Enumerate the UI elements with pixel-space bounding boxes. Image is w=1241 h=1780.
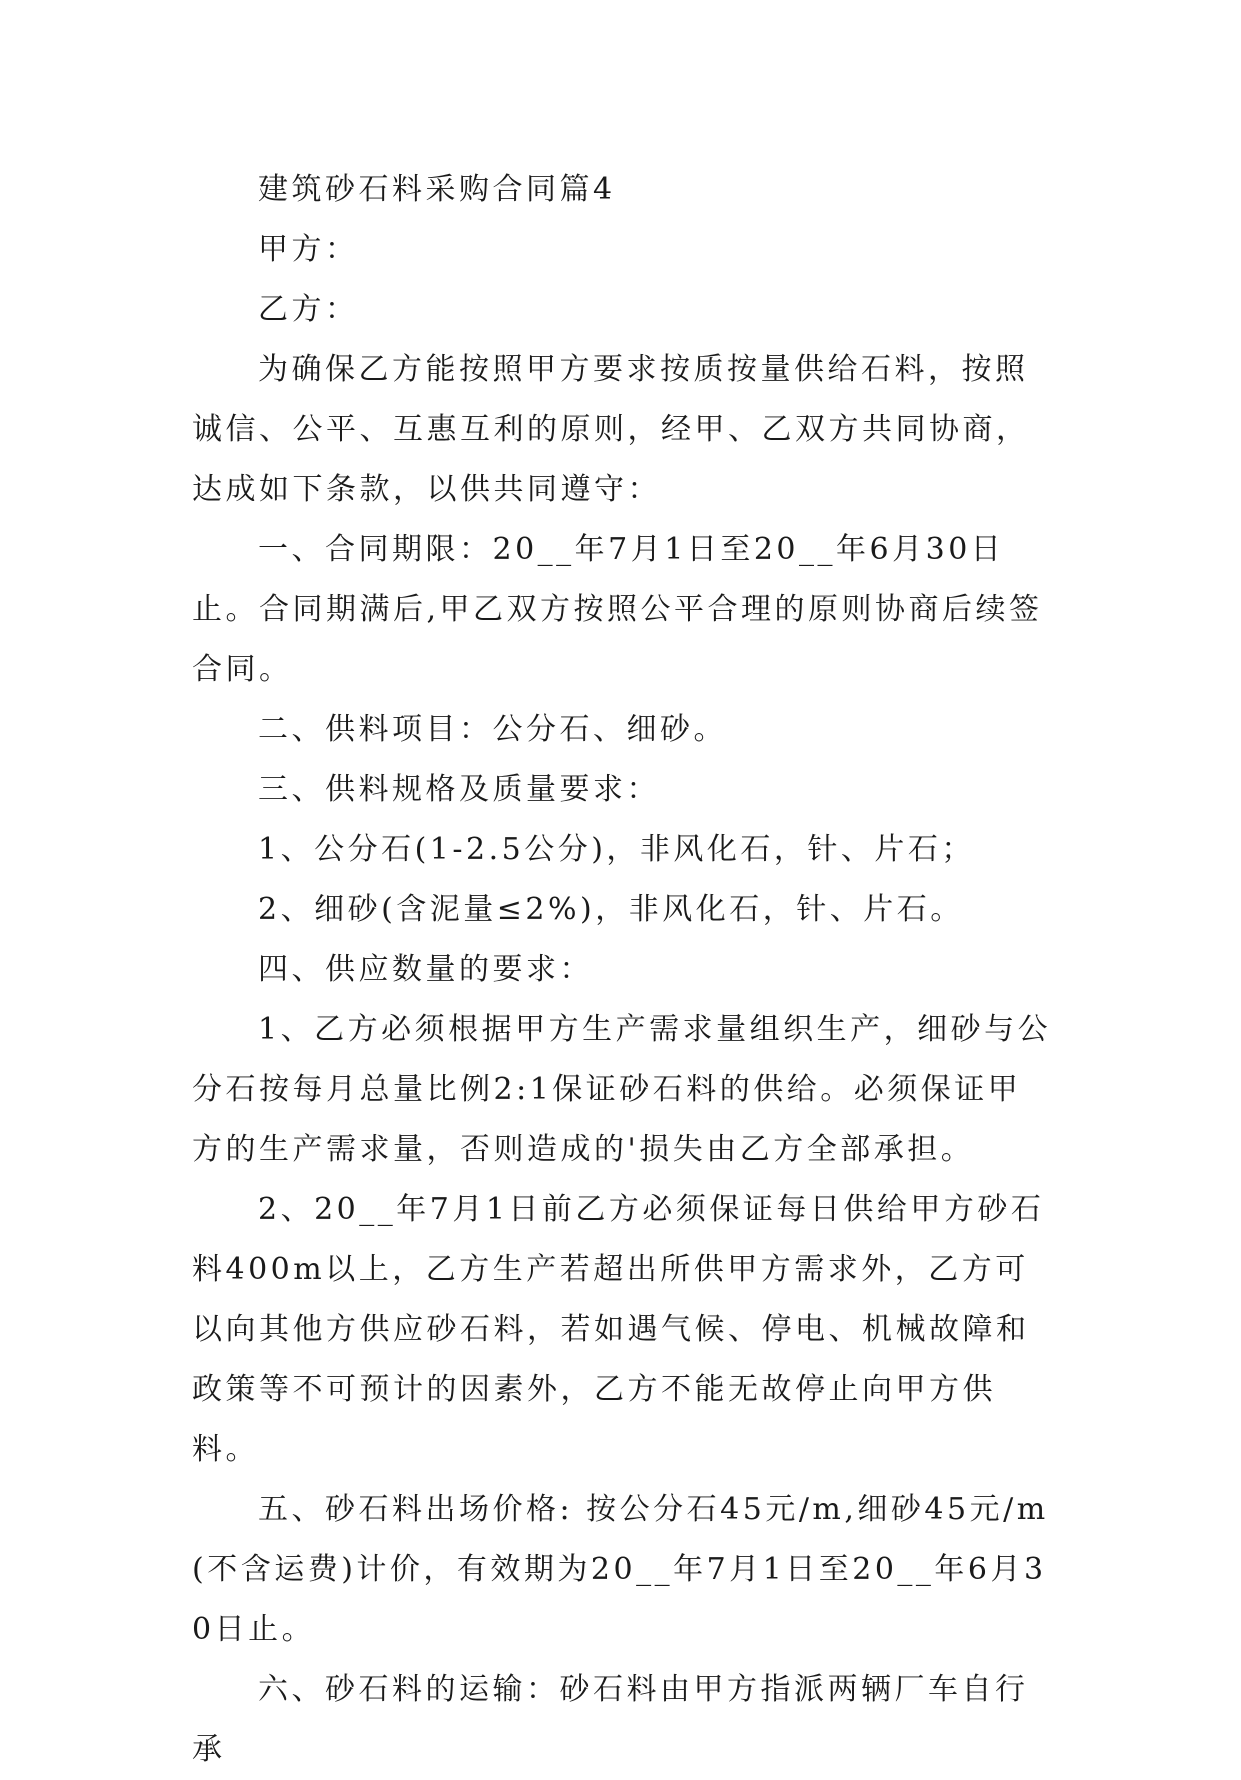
party-b-line: 乙方： [258, 292, 359, 327]
document-body [192, 160, 1054, 1780]
document-title: 建筑砂石料采购合同篇4 [258, 172, 616, 207]
clause-3-item-1: 1、公分石(1-2.5公分)，非风化石，针、片石； [258, 832, 975, 867]
clause-3-item-2: 2、细砂(含泥量≤2%)，非风化石，针、片石。 [258, 892, 964, 927]
party-a-line: 甲方： [258, 232, 359, 267]
clause-2-items: 二、供料项目：公分石、细砂。 [258, 712, 727, 747]
clause-6-transport: 六、砂石料的运输：砂石料由甲方指派两辆厂车自行承 [192, 1672, 1029, 1767]
clause-4-item-1: 1、乙方必须根据甲方生产需求量组织生产，细砂与公分石按每月总量比例2:1保证砂石料的供给。必须保证甲方的生产需求量，否则造成的'损失由乙方全部承担。 [192, 1012, 1052, 1167]
intro-paragraph: 为确保乙方能按照甲方要求按质按量供给石料，按照诚信、公平、互惠互利的原则，经甲、乙双方共同协商，达成如下条款，以供共同遵守： [192, 352, 1030, 507]
clause-1-term: 一、合同期限：20__年7月1日至20__年6月30日止。合同期满后,甲乙双方按照公平合理的原则协商后续签合同。 [192, 532, 1043, 687]
clause-4-item-2: 2、20__年7月1日前乙方必须保证每日供给甲方砂石料400m以上，乙方生产若超出所供甲方需求外，乙方可以向其他方供应砂石料，若如遇气候、停电、机械故障和政策等不可预计的因素外，乙方不能无故停止向甲方供料。 [192, 1192, 1045, 1467]
clause-4-heading: 四、供应数量的要求： [258, 952, 593, 987]
clause-5-price: 五、砂石料出场价格: 按公分石45元/m,细砂45元/m(不含运费)计价，有效期为20__年7月1日至20__年6月30日止。 [192, 1492, 1049, 1647]
clause-3-heading: 三、供料规格及质量要求： [258, 772, 660, 807]
